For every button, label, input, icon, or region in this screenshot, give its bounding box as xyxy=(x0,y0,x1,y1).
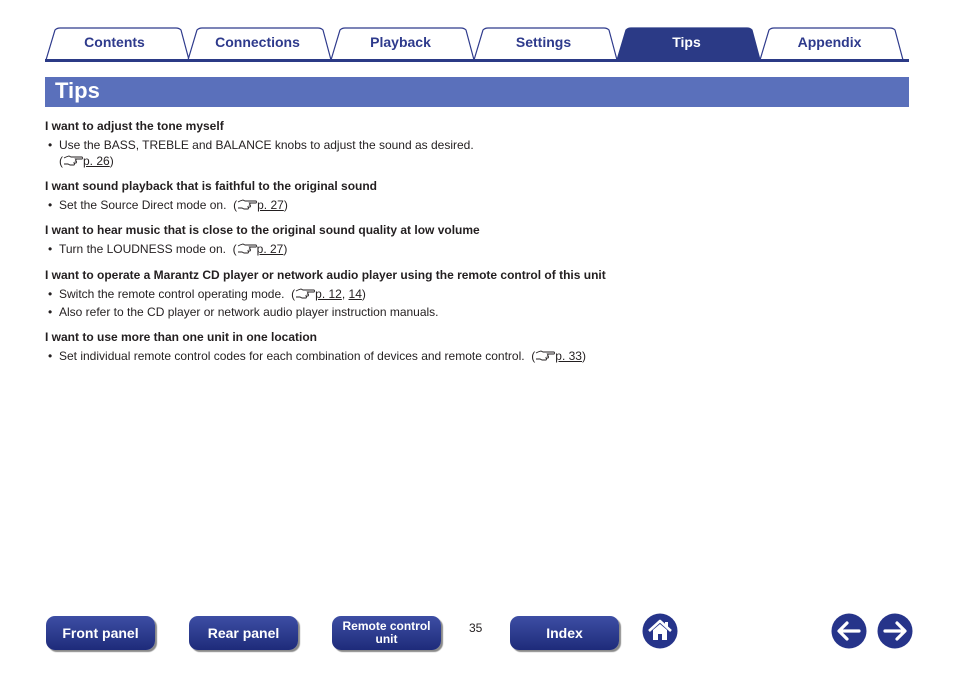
ref-label: p. 27 xyxy=(257,198,284,212)
front-panel-button[interactable] xyxy=(46,616,155,650)
bullet-text: Switch the remote control operating mode. xyxy=(59,287,285,301)
section-heading: I want to adjust the tone myself xyxy=(45,119,224,133)
bullet-item xyxy=(45,304,909,320)
section-heading: I want to hear music that is close to the original sound quality at low volume xyxy=(45,223,480,237)
page-reference xyxy=(528,349,586,363)
bullet-item xyxy=(45,241,909,257)
pointing-hand-icon xyxy=(237,199,257,210)
tab-playback[interactable]: Playback xyxy=(370,34,431,50)
remote-control-unit-label xyxy=(342,620,430,646)
bullet-text: Set individual remote control codes for each combination of devices and remote control. xyxy=(59,349,525,363)
ref-close: ) xyxy=(283,242,288,256)
bullet-item xyxy=(45,286,909,302)
page-reference xyxy=(229,242,287,256)
ref-separator: , xyxy=(341,287,349,301)
rear-panel-label: Rear panel xyxy=(207,625,280,641)
ref-label: p. 27 xyxy=(256,242,284,256)
bullet-text: Turn the LOUDNESS mode on. xyxy=(59,242,226,256)
ref-label: p. 26 xyxy=(83,154,110,168)
tab-connections[interactable]: Connections xyxy=(215,34,300,50)
ref-close: ) xyxy=(581,349,586,363)
page-link-p27[interactable] xyxy=(237,242,284,256)
ref-open: ( xyxy=(233,198,238,212)
ref-label: p. 33 xyxy=(555,349,582,363)
page-reference xyxy=(288,287,366,301)
section-multiple-units xyxy=(45,328,909,364)
bullet-dot: • xyxy=(48,138,53,152)
pointing-hand-icon xyxy=(63,155,83,166)
ref-open: ( xyxy=(59,154,63,168)
pointing-hand-icon xyxy=(535,350,555,361)
bullet-item xyxy=(45,348,909,364)
page-reference xyxy=(59,154,114,168)
bullet-dot: • xyxy=(48,198,53,212)
remote-label-line2: unit xyxy=(375,632,398,646)
tab-contents[interactable]: Contents xyxy=(84,34,145,50)
page-title: Tips xyxy=(55,78,100,103)
ref-close: ) xyxy=(283,198,288,212)
bullet-text: Use the BASS, TREBLE and BALANCE knobs to adjust the sound as desired. xyxy=(59,138,474,152)
rear-panel-button[interactable] xyxy=(189,616,298,650)
pointing-hand-icon xyxy=(295,288,315,299)
bullet-dot: • xyxy=(48,349,53,363)
section-heading: I want sound playback that is faithful to the original sound xyxy=(45,179,378,193)
page-link-p14[interactable]: 14 xyxy=(348,287,362,301)
bullet-dot: • xyxy=(48,242,53,256)
arrow-right-icon[interactable] xyxy=(877,613,913,649)
ref-open: ( xyxy=(232,242,237,256)
page-link-p27[interactable] xyxy=(237,198,284,212)
section-marantz-remote xyxy=(45,266,909,320)
bullet-item xyxy=(45,197,909,213)
ref-close: ) xyxy=(109,154,114,168)
bullet-text: Also refer to the CD player or network audio player instruction manuals. xyxy=(59,305,439,319)
tab-settings[interactable]: Settings xyxy=(515,34,572,50)
index-button[interactable] xyxy=(510,616,619,650)
ref-open: ( xyxy=(531,349,536,363)
section-faithful-playback xyxy=(45,177,909,213)
section-adjust-tone xyxy=(45,117,909,169)
page-number: 35 xyxy=(469,621,483,635)
page-reference xyxy=(230,198,288,212)
tab-bar xyxy=(0,0,954,64)
ref-label: p. 12 xyxy=(315,287,342,301)
section-low-volume xyxy=(45,221,909,257)
tab-shapes xyxy=(0,0,954,64)
ref-close: ) xyxy=(361,287,366,301)
bullet-item xyxy=(45,137,909,169)
bullet-text: Set the Source Direct mode on. xyxy=(59,198,227,212)
index-label: Index xyxy=(546,625,583,641)
bullet-dot: • xyxy=(48,305,53,319)
ref-open: ( xyxy=(291,287,296,301)
bullet-dot: • xyxy=(48,287,53,301)
title-bar xyxy=(45,77,909,107)
tab-appendix[interactable]: Appendix xyxy=(797,34,862,50)
section-heading: I want to use more than one unit in one location xyxy=(45,330,318,344)
page-link-p12[interactable] xyxy=(295,287,342,301)
section-heading: I want to operate a Marantz CD player or network audio player using the remote control of this unit xyxy=(45,268,606,282)
remote-label-line1: Remote control xyxy=(342,619,431,633)
front-panel-label: Front panel xyxy=(62,625,139,641)
arrow-left-icon[interactable] xyxy=(831,613,867,649)
home-icon[interactable] xyxy=(642,613,678,649)
remote-control-unit-button[interactable] xyxy=(332,616,441,650)
tab-tips[interactable]: Tips xyxy=(672,34,701,50)
pointing-hand-icon xyxy=(237,243,257,254)
page-link-p33[interactable] xyxy=(535,349,582,363)
page-link-p26[interactable] xyxy=(63,154,110,168)
